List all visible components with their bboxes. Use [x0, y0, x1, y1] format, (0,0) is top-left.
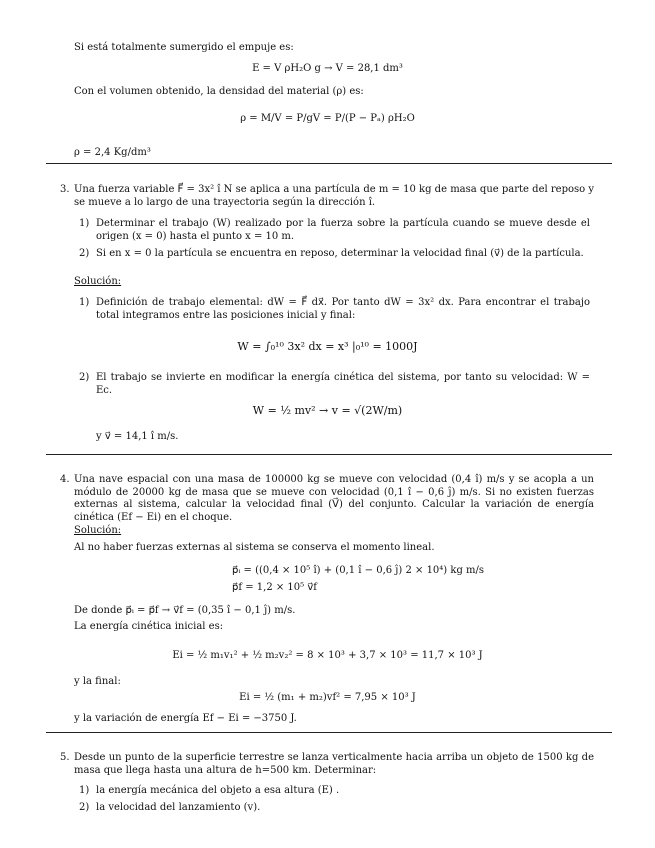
q4-solution-label: Solución:: [74, 525, 122, 536]
eq-initial-energy: Ei = ½ m₁v₁² + ½ m₂v₂² = 8 × 10³ + 3,7 × 10³ = 11,7 × 10³ J: [172, 650, 483, 661]
q5-statement: Desde un punto de la superficie terrestre se lanza verticalmente hacia arriba un objeto de 1500 kg de masa que llega hasta una altura de h=500 km. Determinar:: [74, 752, 594, 776]
q3-sol-2-number: 2): [79, 372, 90, 383]
eq-velocity: W = ½ mv² → v = √(2W/m): [252, 404, 403, 417]
q3-statement: Una fuerza variable F⃗ = 3x² î N se aplica a una partícula de m = 10 kg de masa que parte del reposo y se mueve a lo largo de una trayectoria según la dirección î.: [74, 184, 594, 208]
q4-line-3: La energía cinética inicial es:: [74, 621, 224, 632]
q4-number: 4.: [60, 474, 70, 485]
divider: [46, 454, 612, 455]
q5-item-2: la velocidad del lanzamiento (v).: [96, 802, 261, 813]
q5-item-1: la energía mecánica del objeto a esa altura (E) .: [96, 785, 340, 796]
eq-density: ρ = M/V = P/gV = P/(P − Pₐ) ρH₂O: [240, 113, 415, 124]
q5-item-1-number: 1): [79, 785, 90, 796]
eq-final-energy: Ei = ½ (m₁ + m₂)vf² = 7,95 × 10³ J: [239, 692, 416, 703]
q3-sol-2: El trabajo se invierte en modificar la energía cinética del sistema, por tanto su velocidad: W = Ec.: [96, 372, 590, 396]
eq-initial-momentum: p⃗ᵢ = ((0,4 × 10⁵ î) + (0,1 î − 0,6 ĵ) 2 × 10⁴) kg m/s: [232, 565, 485, 576]
prev-line-1: Si está totalmente sumergido el empuje es:: [74, 42, 294, 53]
q5-number: 5.: [60, 752, 70, 763]
q4-line-5: y la variación de energía Ef − Ei = −3750 J.: [74, 713, 297, 724]
prev-line-2: Con el volumen obtenido, la densidad del material (ρ) es:: [74, 86, 364, 97]
q3-item-1: Determinar el trabajo (W) realizado por la fuerza sobre la partícula cuando se mueve desde el origen (x = 0) hasta el punto x = 10 m.: [96, 218, 590, 242]
q3-velocity-result: y v⃗ = 14,1 î m/s.: [96, 431, 179, 442]
divider: [46, 732, 612, 733]
q3-item-2-number: 2): [79, 248, 90, 259]
q3-solution-label: Solución:: [74, 276, 122, 287]
eq-work: W = ∫₀¹⁰ 3x² dx = x³ |₀¹⁰ = 1000J: [237, 340, 418, 353]
q3-sol-1: Definición de trabajo elemental: dW = F⃗ dx⃗. Por tanto dW = 3x² dx. Para encontrar el trabajo total integramos entre las posiciones inicial y final:: [96, 297, 590, 321]
q3-item-1-number: 1): [79, 218, 90, 229]
prev-result: ρ = 2,4 Kg/dm³: [74, 147, 151, 158]
q4-line-4: y la final:: [74, 676, 121, 687]
divider: [46, 163, 612, 164]
q4-statement: Una nave espacial con una masa de 100000 kg se mueve con velocidad (0,4 î) m/s y se acopla a un módulo de 20000 kg de masa que se mueve con velocidad (0,1 î − 0,6 ĵ) m/s. Si no existen fuerzas externas al sistema, calcular la velocidad final (V⃗) del conjunto. Calcular la variación de energía cinética (Ef − Ei) en el choque.: [74, 474, 594, 523]
q3-item-2: Si en x = 0 la partícula se encuentra en reposo, determinar la velocidad final (v⃗) de la partícula.: [96, 248, 584, 259]
q3-sol-1-number: 1): [79, 297, 90, 308]
eq-buoyancy: E = V ρH₂O g → V = 28,1 dm³: [252, 63, 403, 74]
q3-number: 3.: [60, 184, 70, 195]
q4-line-1: Al no haber fuerzas externas al sistema se conserva el momento lineal.: [74, 542, 435, 553]
q5-item-2-number: 2): [79, 802, 90, 813]
q4-line-2: De donde p⃗ᵢ = p⃗f → v⃗f = (0,35 î − 0,1 ĵ) m/s.: [74, 605, 296, 616]
eq-final-momentum: p⃗f = 1,2 × 10⁵ v⃗f: [232, 582, 317, 593]
